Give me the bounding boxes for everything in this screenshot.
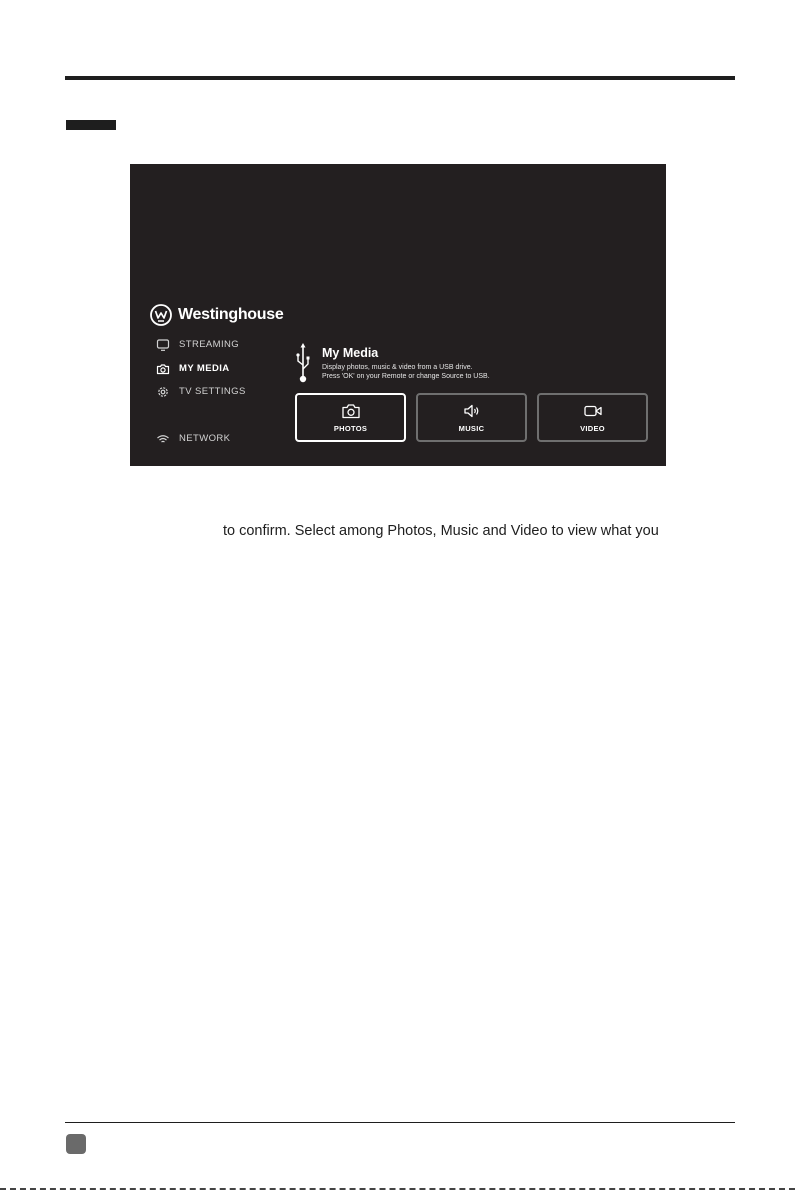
- menu-item-my-media[interactable]: [156, 362, 230, 376]
- usb-icon: [295, 343, 311, 383]
- my-media-description-line-2: Press 'OK' on your Remote or change Source to USB.: [322, 373, 490, 380]
- camera-icon: [156, 362, 170, 376]
- section-tab: [66, 120, 116, 130]
- brand-name: Westinghouse: [178, 306, 284, 323]
- body-text: to confirm. Select among Photos, Music and Video to view what you: [223, 523, 659, 539]
- page-number-badge: [66, 1134, 86, 1154]
- menu-item-streaming[interactable]: [156, 338, 239, 352]
- music-tile[interactable]: [416, 393, 527, 442]
- menu-item-tv-settings[interactable]: [156, 385, 246, 399]
- video-camera-icon: [583, 403, 603, 419]
- wifi-icon: [156, 432, 170, 446]
- tv-icon: [156, 338, 170, 352]
- westinghouse-logo-icon: [150, 304, 172, 326]
- menu-item-network[interactable]: [156, 432, 230, 446]
- menu-label-my-media: MY MEDIA: [179, 363, 230, 375]
- menu-label-network: NETWORK: [179, 433, 231, 445]
- video-tile-label: VIDEO: [580, 424, 605, 433]
- camera-icon: [341, 403, 361, 419]
- page-edge-dashed-line: [0, 1188, 795, 1190]
- video-tile[interactable]: [537, 393, 648, 442]
- photos-tile-label: PHOTOS: [333, 424, 368, 433]
- menu-label-tv-settings: TV SETTINGS: [179, 386, 246, 398]
- tv-screen-image: [130, 164, 666, 466]
- my-media-title: My Media: [322, 346, 379, 360]
- header-rule: [65, 76, 735, 80]
- photos-tile[interactable]: [295, 393, 406, 442]
- music-tile-label: MUSIC: [458, 424, 485, 433]
- footer-rule: [65, 1122, 735, 1123]
- gear-icon: [156, 385, 170, 399]
- menu-label-streaming: STREAMING: [179, 339, 240, 351]
- my-media-description-line-1: Display photos, music & video from a USB drive.: [322, 364, 473, 371]
- brand-logo: [150, 303, 283, 327]
- speaker-icon: [462, 403, 482, 419]
